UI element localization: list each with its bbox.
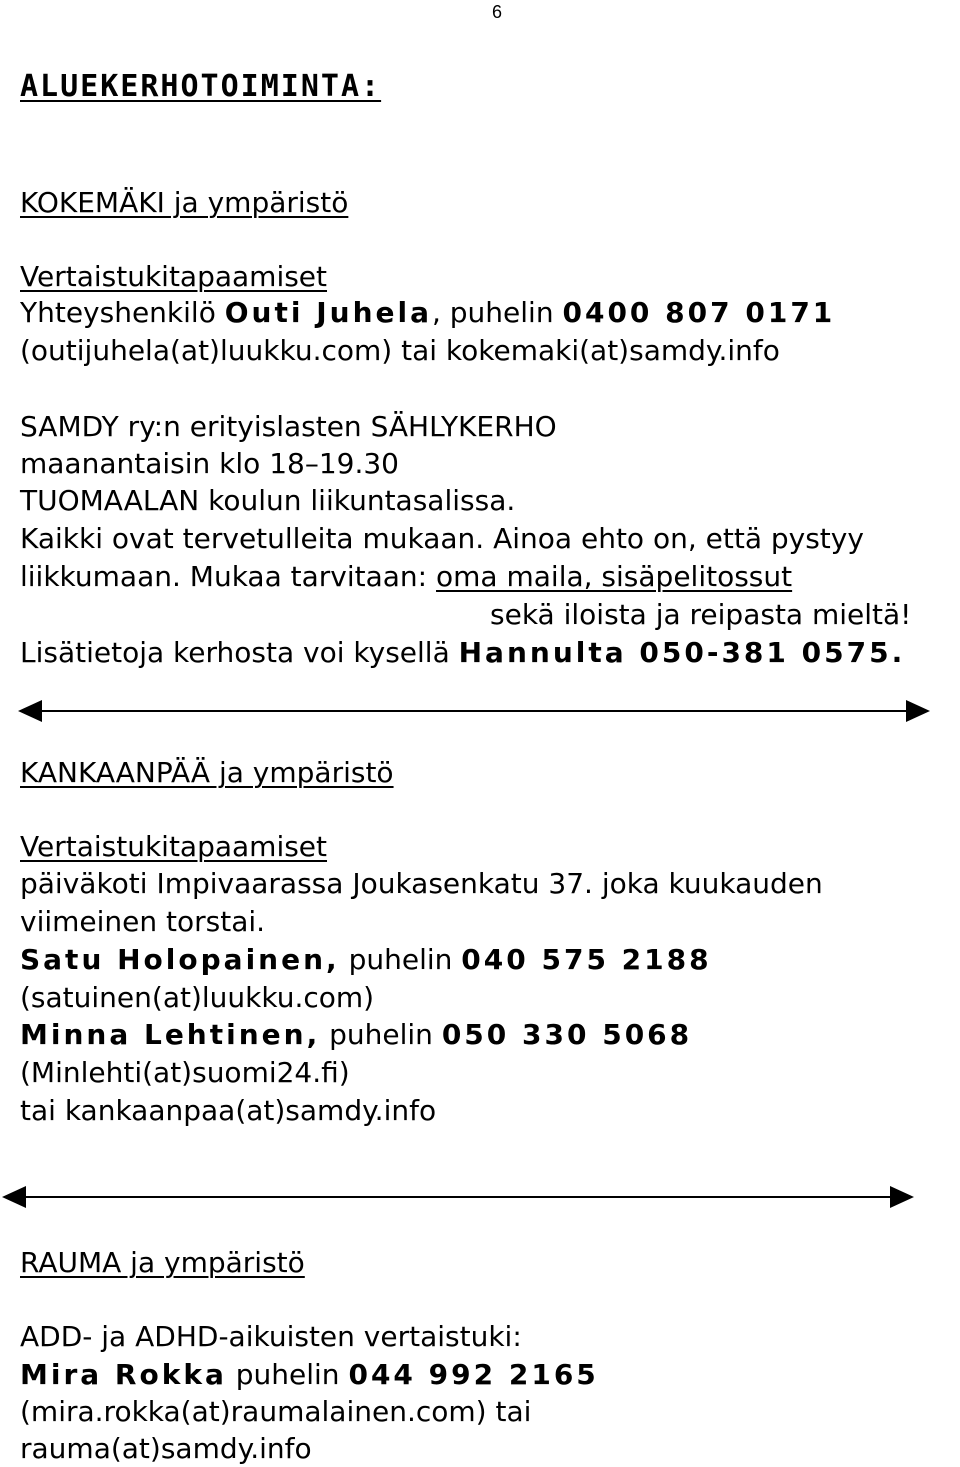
contact-name: Outi Juhela xyxy=(224,296,432,329)
contact2-mid: puhelin xyxy=(320,1018,442,1051)
page-number: 6 xyxy=(492,2,503,22)
rauma-heading: RAUMA ja ympäristö xyxy=(20,1246,305,1279)
contact-prefix: Yhteyshenkilö xyxy=(20,296,225,329)
kankaanpaa-subheading: Vertaistukitapaamiset xyxy=(20,830,328,863)
contact2-name: Minna Lehtinen, xyxy=(20,1018,321,1051)
contact1-mid: puhelin xyxy=(339,943,462,976)
kokemaki-email-line: (outijuhela(at)luukku.com) tai kokemaki(at)samdy.info xyxy=(20,334,780,367)
contact1-phone: 040 575 2188 xyxy=(461,943,712,976)
rauma-contact-phone: 044 992 2165 xyxy=(348,1358,599,1391)
arrow-head-left-icon xyxy=(2,1186,26,1208)
club-welcome: Kaikki ovat tervetulleita mukaan. Ainoa ehto on, että pystyy xyxy=(20,522,864,555)
arrow-head-right-icon xyxy=(890,1186,914,1208)
rauma-contact-mid: puhelin xyxy=(226,1358,349,1391)
kankaanpaa-alt-email: tai kankaanpaa(at)samdy.info xyxy=(20,1094,437,1127)
info-prefix: Lisätietoja kerhosta voi kysellä xyxy=(20,636,459,669)
club-info-line xyxy=(20,636,905,670)
rauma-alt-email: rauma(at)samdy.info xyxy=(20,1432,312,1465)
info-contact: Hannulta 050-381 0575. xyxy=(458,636,906,669)
club-needs: oma maila, sisäpelitossut xyxy=(436,560,793,593)
club-needs-2: sekä iloista ja reipasta mieltä! xyxy=(490,598,912,631)
double-arrow-divider xyxy=(18,698,930,724)
arrow-head-right-icon xyxy=(906,700,930,722)
contact1-name: Satu Holopainen, xyxy=(20,943,340,976)
kankaanpaa-contact2 xyxy=(20,1018,692,1052)
kankaanpaa-contact1-email: (satuinen(at)luukku.com) xyxy=(20,981,375,1014)
contact-mid: , puhelin xyxy=(431,296,563,329)
kankaanpaa-when: viimeinen torstai. xyxy=(20,905,266,938)
kankaanpaa-contact1 xyxy=(20,943,712,977)
club-needs-line xyxy=(20,560,792,594)
kankaanpaa-heading: KANKAANPÄÄ ja ympäristö xyxy=(20,756,394,789)
rauma-contact-name: Mira Rokka xyxy=(20,1358,227,1391)
contact-phone: 0400 807 0171 xyxy=(562,296,836,329)
kankaanpaa-contact2-email: (Minlehti(at)suomi24.fi) xyxy=(20,1056,350,1089)
contact2-phone: 050 330 5068 xyxy=(441,1018,693,1051)
club-time: maanantaisin klo 18–19.30 xyxy=(20,447,399,480)
club-place: TUOMAALAN koulun liikuntasalissa. xyxy=(20,484,516,517)
page-title: ALUEKERHOTOIMINTA: xyxy=(20,69,382,104)
kokemaki-contact-line xyxy=(20,296,835,330)
rauma-email-line: (mira.rokka(at)raumalainen.com) tai xyxy=(20,1395,532,1428)
club-title: SAMDY ry:n erityislasten SÄHLYKERHO xyxy=(20,410,557,443)
kokemaki-subheading: Vertaistukitapaamiset xyxy=(20,260,328,293)
kokemaki-heading: KOKEMÄKI ja ympäristö xyxy=(20,186,349,219)
arrow-head-left-icon xyxy=(18,700,42,722)
double-arrow-divider xyxy=(2,1184,914,1210)
club-move: liikkumaan. Mukaa tarvitaan: xyxy=(20,560,437,593)
kankaanpaa-place: päiväkoti Impivaarassa Joukasenkatu 37. joka kuukauden xyxy=(20,867,823,900)
rauma-contact xyxy=(20,1358,599,1392)
rauma-subheading: ADD- ja ADHD-aikuisten vertaistuki: xyxy=(20,1320,522,1353)
